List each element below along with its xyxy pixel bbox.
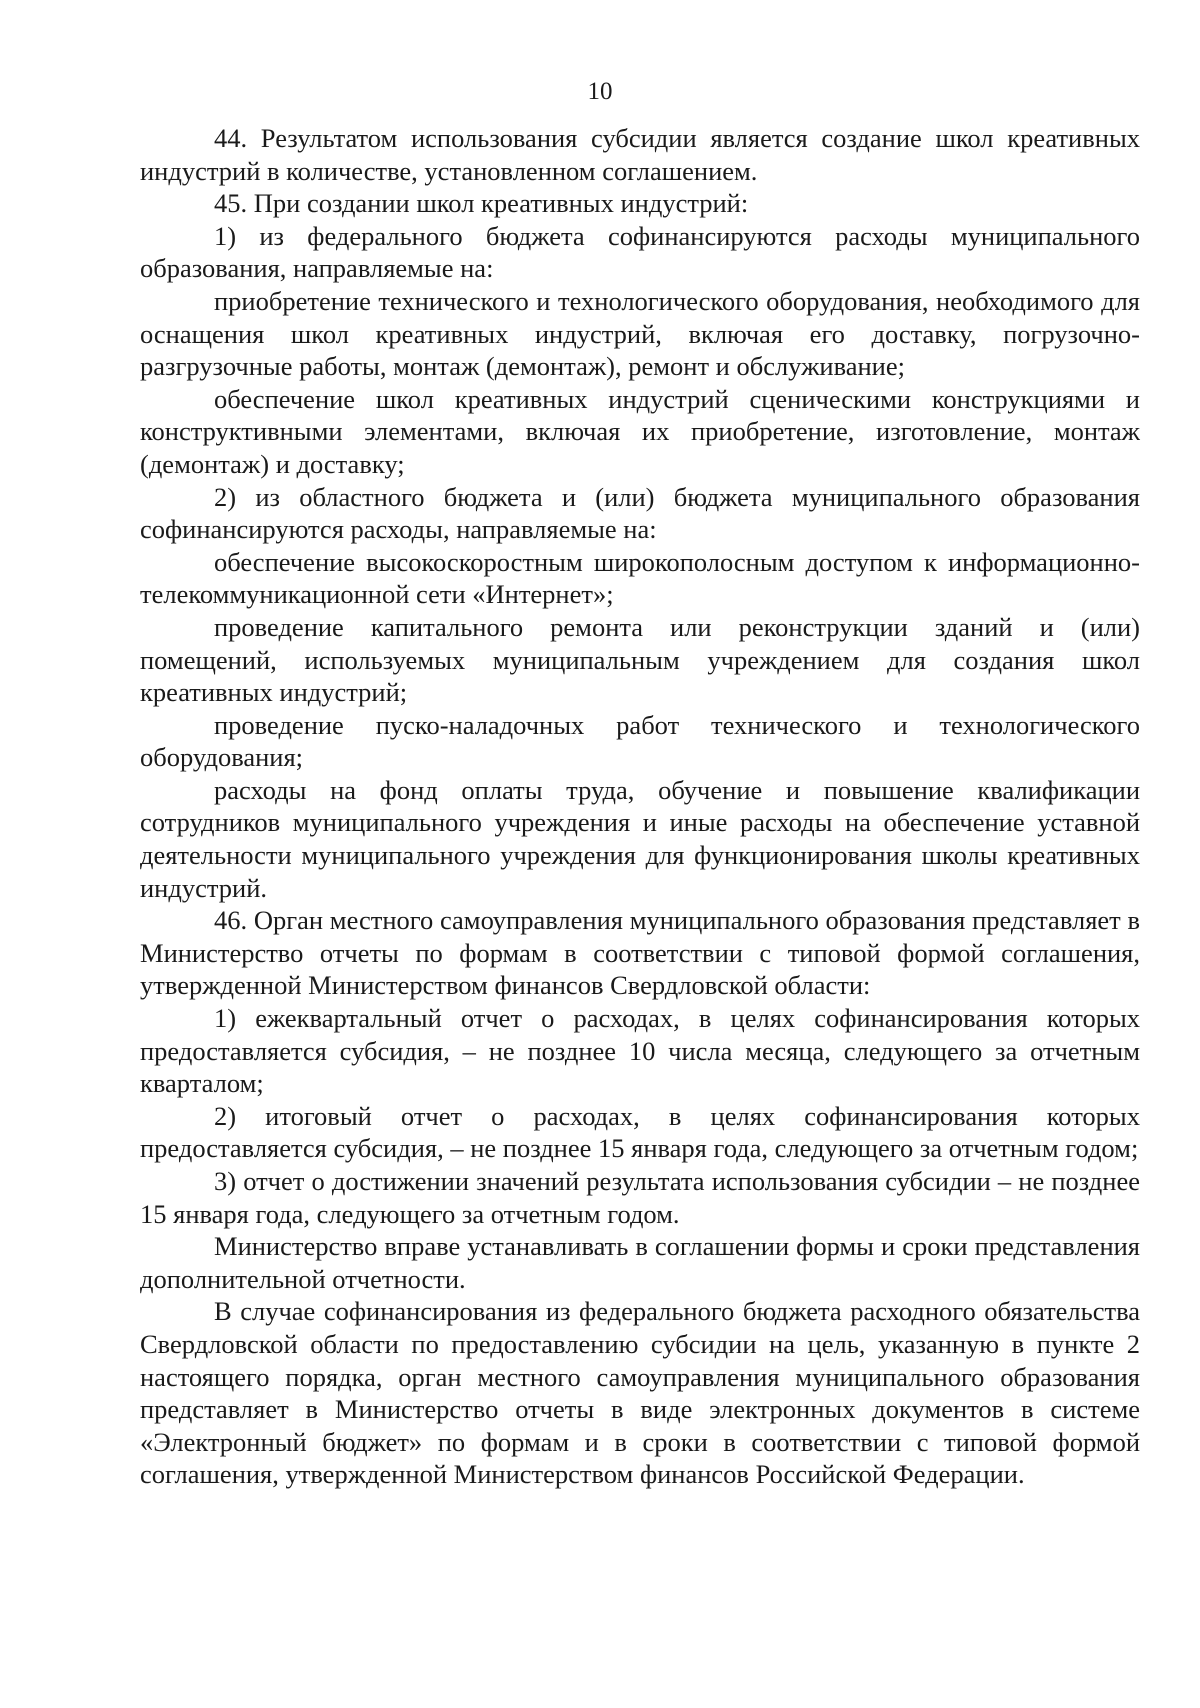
paragraph-45-item-2-internet: обеспечение высокоскоростным широкополосным доступом к информационно-телекоммуникационной сети «Интернет»; [140,546,1140,610]
paragraph-45-item-2-commissioning: проведение пуско-наладочных работ технического и технологического оборудования; [140,709,1140,773]
paragraph-44: 44. Результатом использования субсидии является создание школ креативных индустрий в количестве, установленном соглашением. [140,123,1140,186]
paragraph-ministry-forms: Министерство вправе устанавливать в соглашении формы и сроки представления дополнительной отчетности. [140,1231,1140,1294]
paragraph-46-item-2: 2) итоговый отчет о расходах, в целях софинансирования которых предоставляется субсидия, – не позднее 15 января года, следующего за отчетным годом; [140,1100,1140,1164]
paragraph-46-item-1: 1) ежеквартальный отчет о расходах, в целях софинансирования которых предоставляется субсидия, – не позднее 10 числа месяца, следующего за отчетным кварталом; [140,1003,1140,1099]
page-number: 10 [587,78,613,105]
paragraph-45-item-1: 1) из федерального бюджета софинансируются расходы муниципального образования, направляемые на: [140,220,1140,284]
paragraph-45-item-1-stage-constructions: обеспечение школ креативных индустрий сценическими конструкциями и конструктивными элементами, включая их приобретение, изготовление, монтаж (демонтаж) и доставку; [140,383,1140,479]
paragraph-46-item-3: 3) отчет о достижении значений результата использования субсидии – не позднее 15 января года, следующего за отчетным годом. [140,1166,1140,1229]
paragraph-45-item-2-payroll: расходы на фонд оплаты труда, обучение и повышение квалификации сотрудников муниципального учреждения и иные расходы на обеспечение уставной деятельности муниципального учреждения для функционирования школы креативных индустрий. [140,774,1140,903]
paragraph-45-item-2: 2) из областного бюджета и (или) бюджета муниципального образования софинансируются расходы, направляемые на: [140,481,1140,545]
document-body [140,122,1140,1491]
paragraph-45-item-1-equipment: приобретение технического и технологического оборудования, необходимого для оснащения школ креативных индустрий, включая его доставку, погрузочно-разгрузочные работы, монтаж (демонтаж), ремонт и обслуживание; [140,285,1140,382]
paragraph-electronic-budget: В случае софинансирования из федерального бюджета расходного обязательства Свердловской области по предоставлению субсидии на цель, указанную в пункте 2 настоящего порядка, орган местного самоуправления муниципального образования представляет в Министерство отчеты в виде электронных документов в системе «Электронный бюджет» по формам и в сроки в соответствии с типовой формой соглашения, утвержденной Министерством финансов Российской Федерации. [140,1296,1140,1490]
paragraph-45: 45. При создании школ креативных индустрий: [214,188,749,219]
paragraph-46: 46. Орган местного самоуправления муниципального образования представляет в Министерство отчеты по формам в соответствии с типовой формой соглашения, утвержденной Министерством финансов Свердловской области: [140,905,1140,1001]
paragraph-45-item-2-repair: проведение капитального ремонта или реконструкции зданий и (или) помещений, используемых муниципальным учреждением для создания школ креативных индустрий; [140,611,1140,708]
